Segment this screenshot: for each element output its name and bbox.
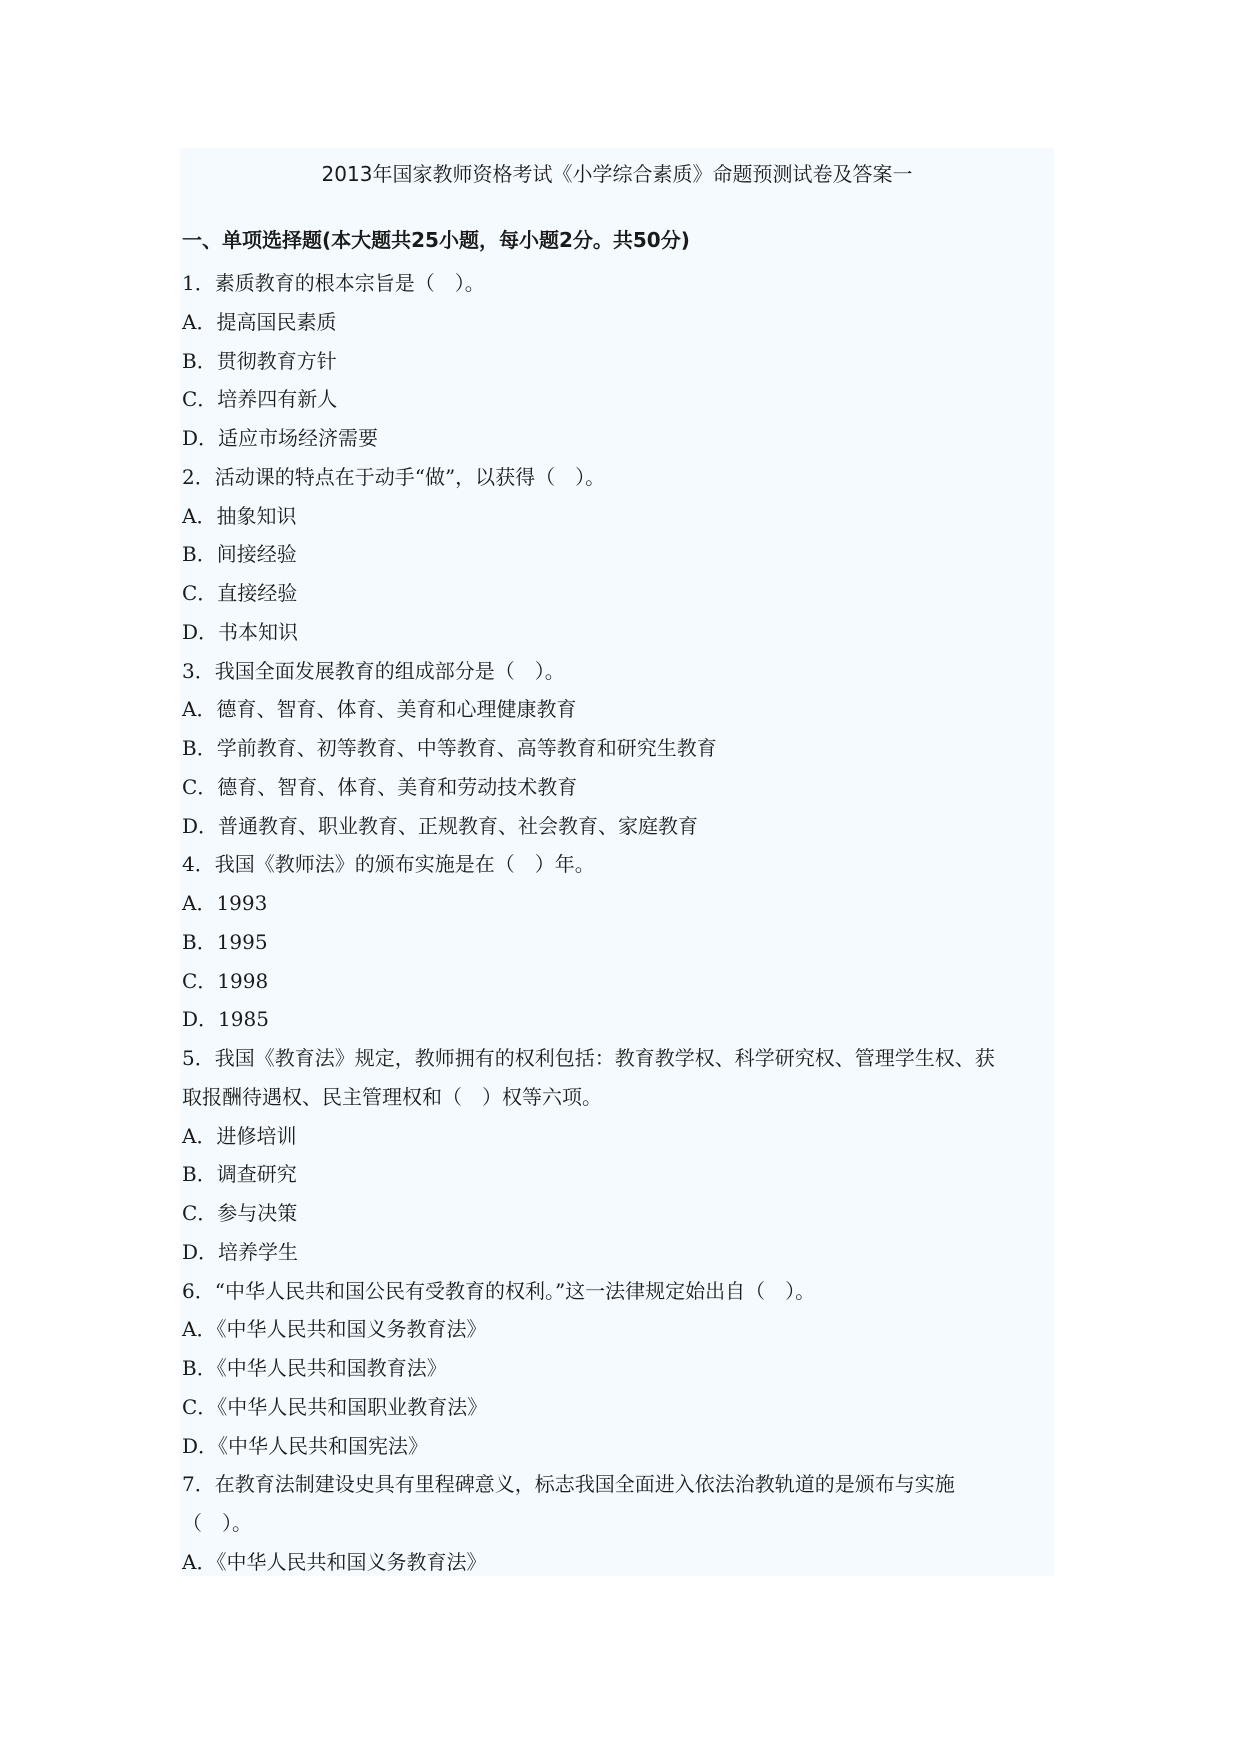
section-heading: 一、单项选择题(本大题共25小题，每小题2分。共50分) — [182, 228, 690, 252]
text-line: A．抽象知识 — [182, 503, 297, 528]
text-line: B．调查研究 — [182, 1162, 297, 1187]
text-line: 取报酬待遇权、民主管理权和（ ）权等六项。 — [182, 1084, 602, 1109]
text-line: C．参与决策 — [182, 1201, 298, 1225]
question-list — [182, 264, 1054, 1582]
text-line: C．德育、智育、体育、美育和劳动技术教育 — [182, 774, 578, 799]
text-line: 4．我国《教师法》的颁布实施是在（ ）年。 — [182, 852, 595, 877]
text-line: D．适应市场经济需要 — [182, 426, 379, 450]
text-line: 7．在教育法制建设史具有里程碑意义，标志我国全面进入依法治教轨道的是颁布与实施 — [182, 1472, 955, 1497]
text-line: D．《中华人民共和国宪法》 — [182, 1433, 429, 1458]
text-line: D．培养学生 — [182, 1239, 299, 1264]
text-line: B．学前教育、初等教育、中等教育、高等教育和研究生教育 — [182, 736, 717, 760]
text-line: A．提高国民素质 — [182, 309, 337, 334]
text-line: C．直接经验 — [182, 581, 298, 605]
text-line: （ ）。 — [182, 1511, 252, 1535]
text-line: C．培养四有新人 — [182, 387, 338, 412]
text-line: A．进修培训 — [182, 1123, 297, 1148]
text-line: D．1985 — [182, 1007, 269, 1032]
text-line: A．《中华人民共和国义务教育法》 — [182, 1317, 487, 1342]
text-line: 6．“中华人民共和国公民有受教育的权利。”这一法律规定始出自（ ）。 — [182, 1278, 816, 1303]
text-line: B．贯彻教育方针 — [182, 348, 337, 373]
text-line: D．书本知识 — [182, 619, 299, 644]
text-line: A．《中华人民共和国义务教育法》 — [182, 1549, 487, 1574]
text-line: 2．活动课的特点在于动手“做”，以获得（ ）。 — [182, 464, 606, 489]
text-line: D．普通教育、职业教育、正规教育、社会教育、家庭教育 — [182, 813, 699, 838]
text-line: C．1998 — [182, 968, 269, 993]
document-title: 2013年国家教师资格考试《小学综合素质》命题预测试卷及答案一 — [321, 162, 913, 186]
text-line: 3．我国全面发展教育的组成部分是（ ）。 — [182, 658, 565, 683]
text-line: C．《中华人民共和国职业教育法》 — [182, 1394, 488, 1419]
text-line: B．间接经验 — [182, 542, 297, 567]
text-line: A．德育、智育、体育、美育和心理健康教育 — [182, 697, 577, 722]
text-line: A．1993 — [182, 891, 268, 915]
text-line: 5．我国《教育法》规定，教师拥有的权利包括：教育教学权、科学研究权、管理学生权、获 — [182, 1046, 995, 1070]
text-line: B．1995 — [182, 929, 268, 954]
text-line: B．《中华人民共和国教育法》 — [182, 1356, 447, 1380]
text-line: 1．素质教育的根本宗旨是（ ）。 — [182, 271, 485, 295]
document-page — [180, 148, 1054, 1576]
